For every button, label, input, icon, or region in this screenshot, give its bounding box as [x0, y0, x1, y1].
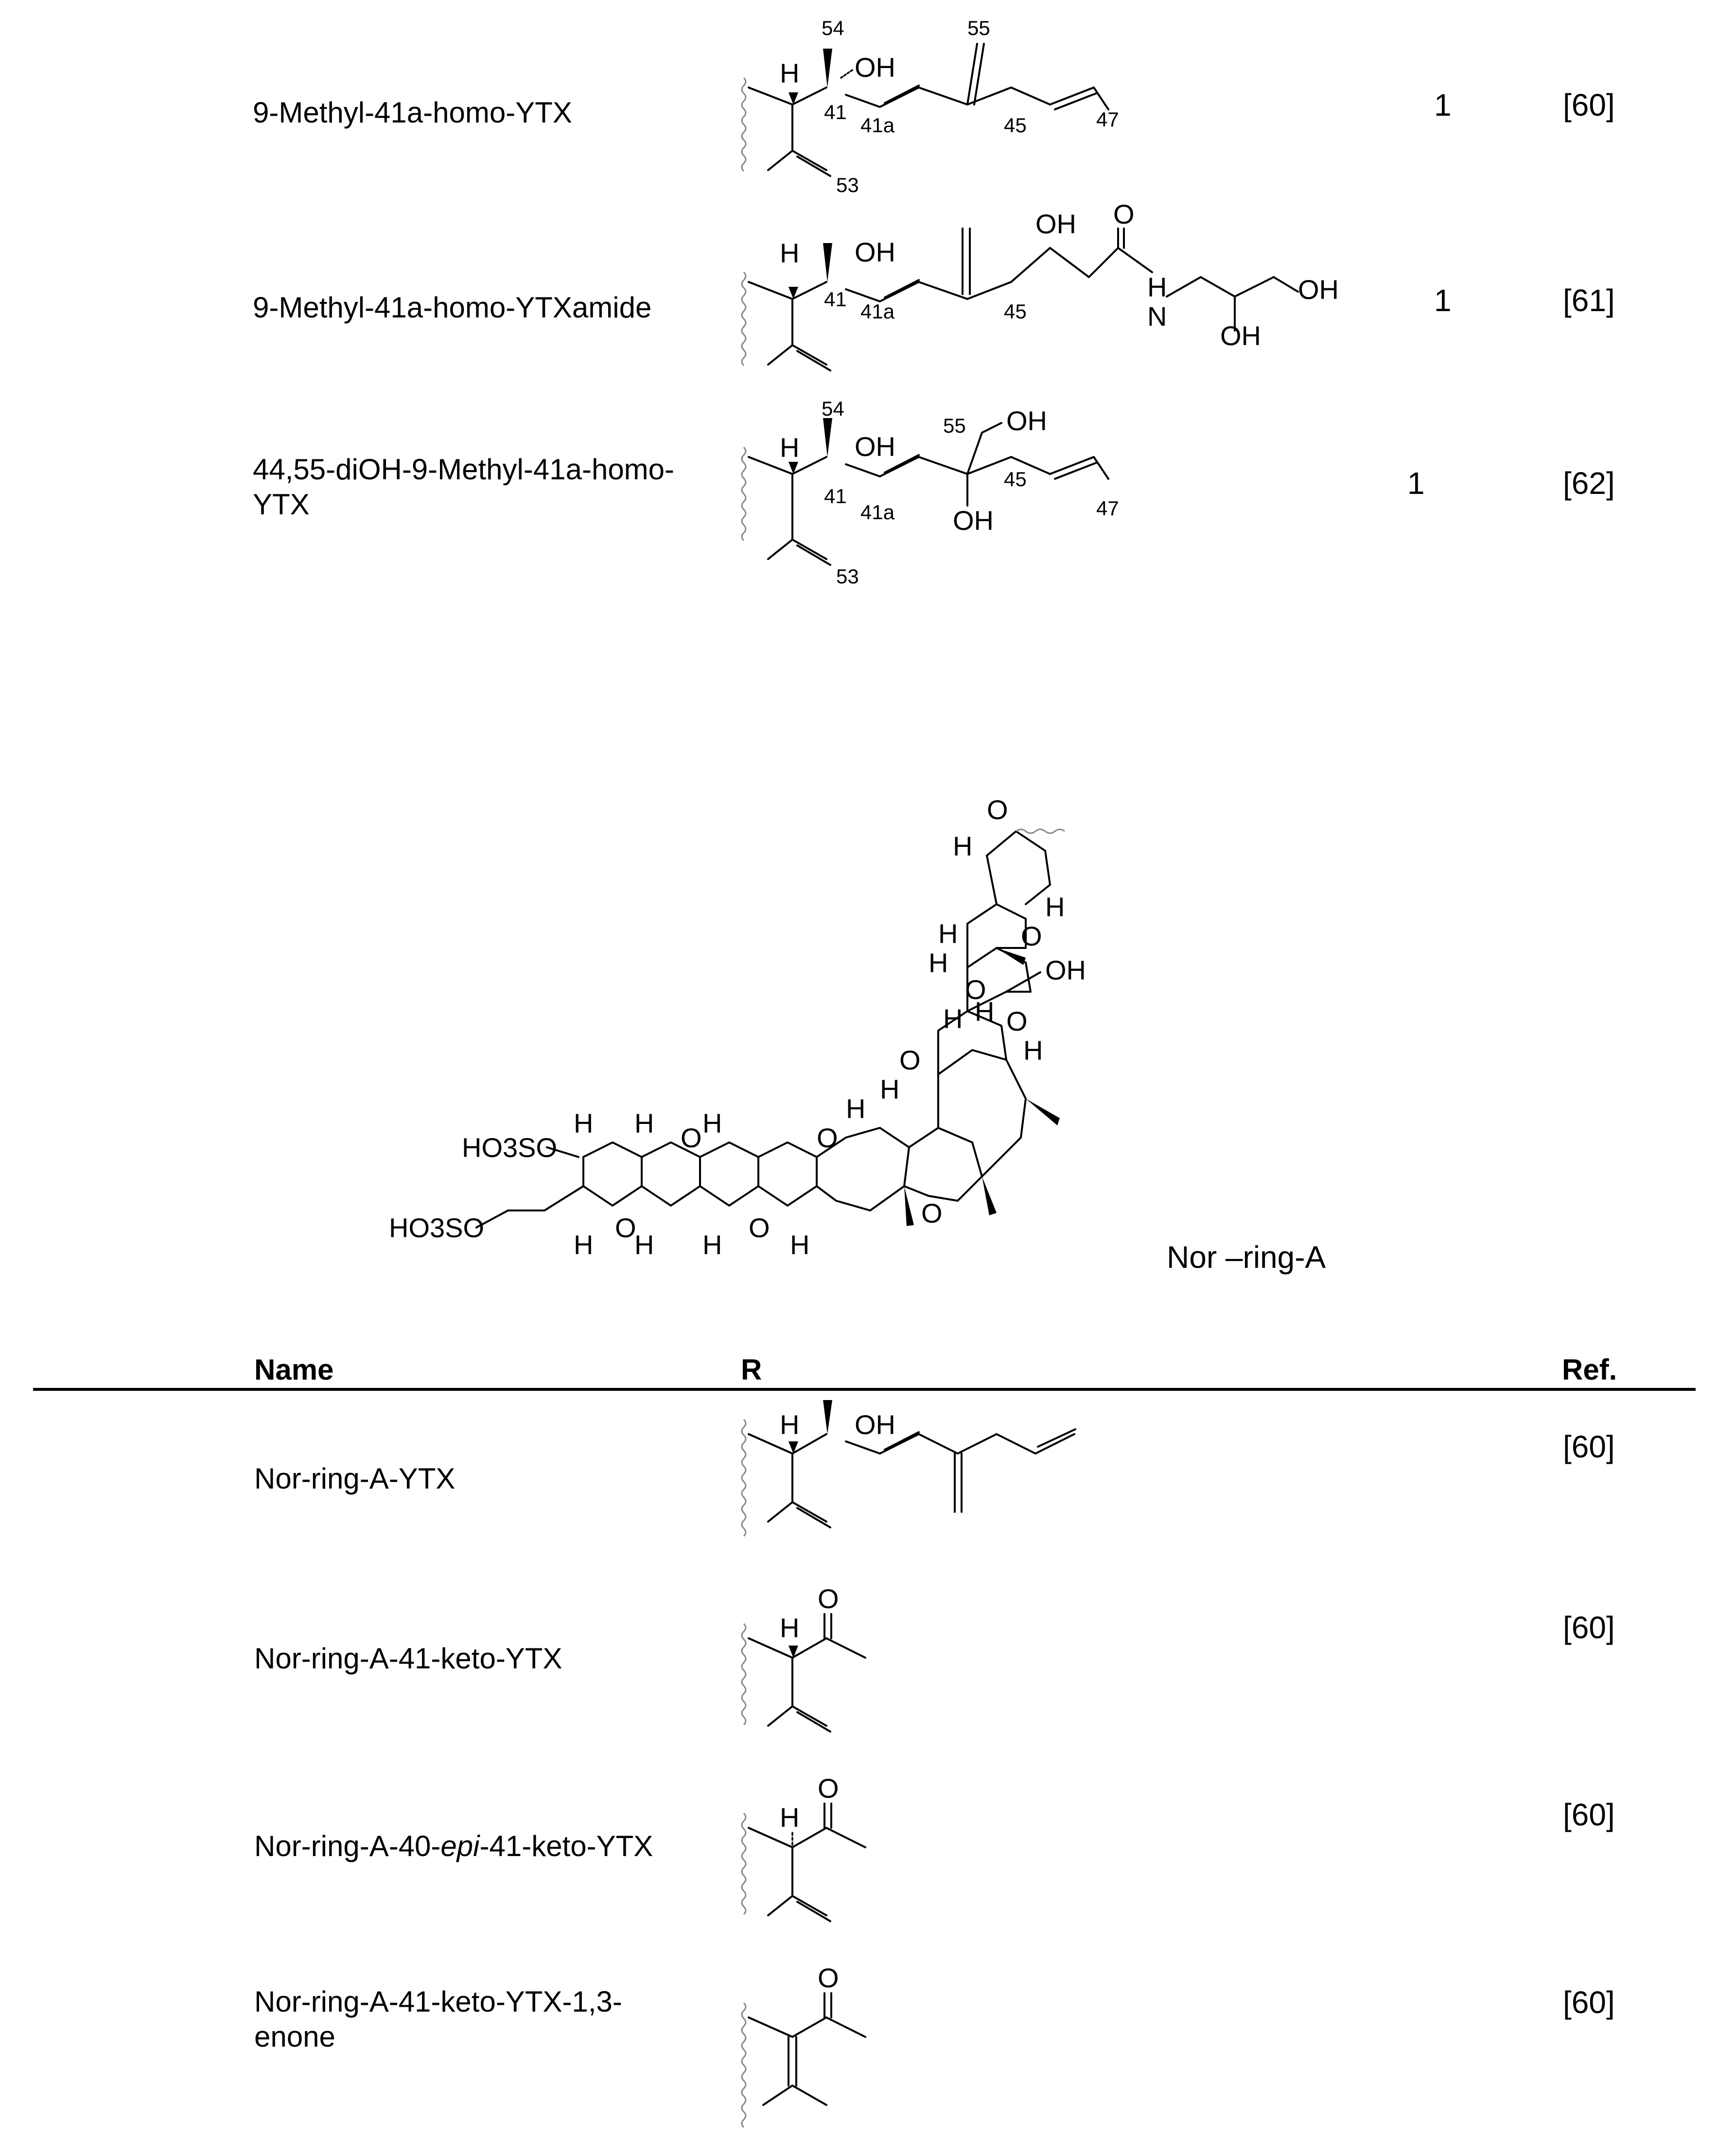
svg-text:O: O — [921, 1198, 943, 1228]
svg-text:O: O — [818, 1773, 839, 1804]
compound-ref: [60] — [1563, 88, 1615, 123]
svg-text:H: H — [780, 1802, 800, 1833]
header-name: Name — [254, 1353, 334, 1386]
table-row-name: Nor-ring-A-YTX — [254, 1462, 456, 1495]
header-ref: Ref. — [1562, 1353, 1617, 1386]
svg-text:O: O — [615, 1212, 636, 1243]
r-group-nor-ring-a-ytx — [739, 1395, 1079, 1570]
svg-text:H: H — [880, 1074, 900, 1104]
svg-text:45: 45 — [1004, 114, 1027, 137]
compound-count: 1 — [1434, 88, 1452, 123]
svg-text:55: 55 — [967, 17, 990, 39]
svg-text:53: 53 — [836, 565, 859, 588]
svg-text:41a: 41a — [860, 501, 895, 524]
svg-text:41a: 41a — [860, 300, 895, 323]
svg-text:OH: OH — [1006, 405, 1047, 436]
svg-text:O: O — [681, 1122, 702, 1153]
svg-text:OH: OH — [855, 1409, 895, 1440]
svg-text:H: H — [702, 1229, 722, 1260]
svg-text:H: H — [975, 996, 995, 1027]
svg-text:H: H — [929, 947, 948, 978]
svg-text:O: O — [1006, 1006, 1028, 1036]
svg-text:O: O — [818, 1583, 839, 1614]
svg-text:41: 41 — [824, 485, 847, 508]
r-group-structure-2 — [739, 199, 1371, 394]
table-row-name: Nor-ring-A-40-epi-41-keto-YTX — [254, 1830, 653, 1862]
svg-text:H: H — [780, 1613, 800, 1643]
sulfate-label: HO3SO — [462, 1132, 558, 1163]
table-row-ref: [60] — [1563, 1797, 1615, 1832]
svg-text:OH: OH — [953, 505, 994, 536]
svg-text:OH: OH — [1045, 955, 1086, 985]
svg-text:O: O — [965, 974, 986, 1005]
svg-text:O: O — [817, 1122, 838, 1153]
svg-text:55: 55 — [943, 414, 966, 437]
structure-caption: Nor –ring-A — [1167, 1240, 1326, 1275]
svg-text:H: H — [1147, 272, 1167, 302]
r-group-structure-1 — [739, 5, 1176, 199]
compound-name: 9-Methyl-41a-homo-YTX — [253, 96, 572, 129]
svg-text:O: O — [1021, 921, 1042, 951]
svg-text:O: O — [1113, 199, 1135, 229]
svg-text:41: 41 — [824, 288, 847, 311]
nor-ring-a-core-structure — [379, 758, 1206, 1283]
table-row-name: Nor-ring-A-41-keto-YTX-1,3- enone — [254, 1985, 622, 2053]
table-row-ref: [60] — [1563, 1429, 1615, 1464]
svg-text:O: O — [749, 1212, 770, 1243]
compound-name: 9-Methyl-41a-homo-YTXamide — [253, 291, 652, 324]
svg-text:H: H — [780, 238, 800, 268]
svg-text:H: H — [574, 1108, 594, 1139]
r-group-nor-ring-a-41-keto-enone — [739, 1964, 933, 2154]
compound-count: 1 — [1434, 283, 1452, 318]
svg-text:OH: OH — [855, 52, 895, 83]
svg-text:H: H — [790, 1229, 810, 1260]
r-group-nor-ring-a-41-keto — [739, 1585, 933, 1760]
r-group-nor-ring-a-40-epi-41-keto — [739, 1774, 933, 1949]
svg-text:41: 41 — [824, 101, 847, 123]
svg-text:53: 53 — [836, 174, 859, 196]
svg-text:41a: 41a — [860, 114, 895, 137]
svg-text:O: O — [818, 1963, 839, 1993]
svg-text:O: O — [987, 794, 1008, 825]
table-row-name: Nor-ring-A-41-keto-YTX — [254, 1642, 562, 1675]
svg-text:N: N — [1147, 301, 1167, 332]
svg-text:H: H — [780, 432, 800, 463]
svg-text:H: H — [1023, 1035, 1043, 1066]
svg-text:H: H — [943, 1003, 963, 1034]
table-row-ref: [60] — [1563, 1985, 1615, 2020]
svg-text:54: 54 — [822, 397, 844, 420]
svg-text:OH: OH — [855, 237, 895, 267]
svg-text:47: 47 — [1096, 108, 1119, 131]
svg-text:47: 47 — [1096, 497, 1119, 520]
compound-ref: [62] — [1563, 466, 1615, 501]
header-r: R — [741, 1353, 762, 1386]
r-group-structure-3 — [739, 394, 1176, 598]
table-header-rule — [33, 1388, 1696, 1391]
svg-text:H: H — [780, 1409, 800, 1440]
svg-text:OH: OH — [1035, 209, 1076, 239]
sulfate-label: HO3SO — [389, 1212, 485, 1243]
svg-text:H: H — [574, 1229, 594, 1260]
svg-text:H: H — [938, 918, 958, 949]
svg-text:H: H — [1045, 892, 1065, 922]
compound-name: 44,55-diOH-9-Methyl-41a-homo- YTX — [253, 453, 675, 521]
svg-text:H: H — [953, 831, 973, 861]
table-row-ref: [60] — [1563, 1610, 1615, 1645]
svg-text:H: H — [634, 1229, 654, 1260]
svg-text:45: 45 — [1004, 300, 1027, 323]
svg-text:45: 45 — [1004, 468, 1027, 491]
compound-ref: [61] — [1563, 283, 1615, 318]
svg-text:H: H — [780, 58, 800, 88]
svg-text:54: 54 — [822, 17, 844, 39]
svg-text:OH: OH — [1298, 274, 1339, 305]
svg-text:OH: OH — [855, 431, 895, 462]
svg-text:OH: OH — [1220, 320, 1261, 351]
svg-text:H: H — [846, 1093, 866, 1124]
svg-text:H: H — [634, 1108, 654, 1139]
compound-count: 1 — [1407, 466, 1425, 501]
svg-text:O: O — [899, 1045, 921, 1075]
svg-text:H: H — [702, 1108, 722, 1139]
